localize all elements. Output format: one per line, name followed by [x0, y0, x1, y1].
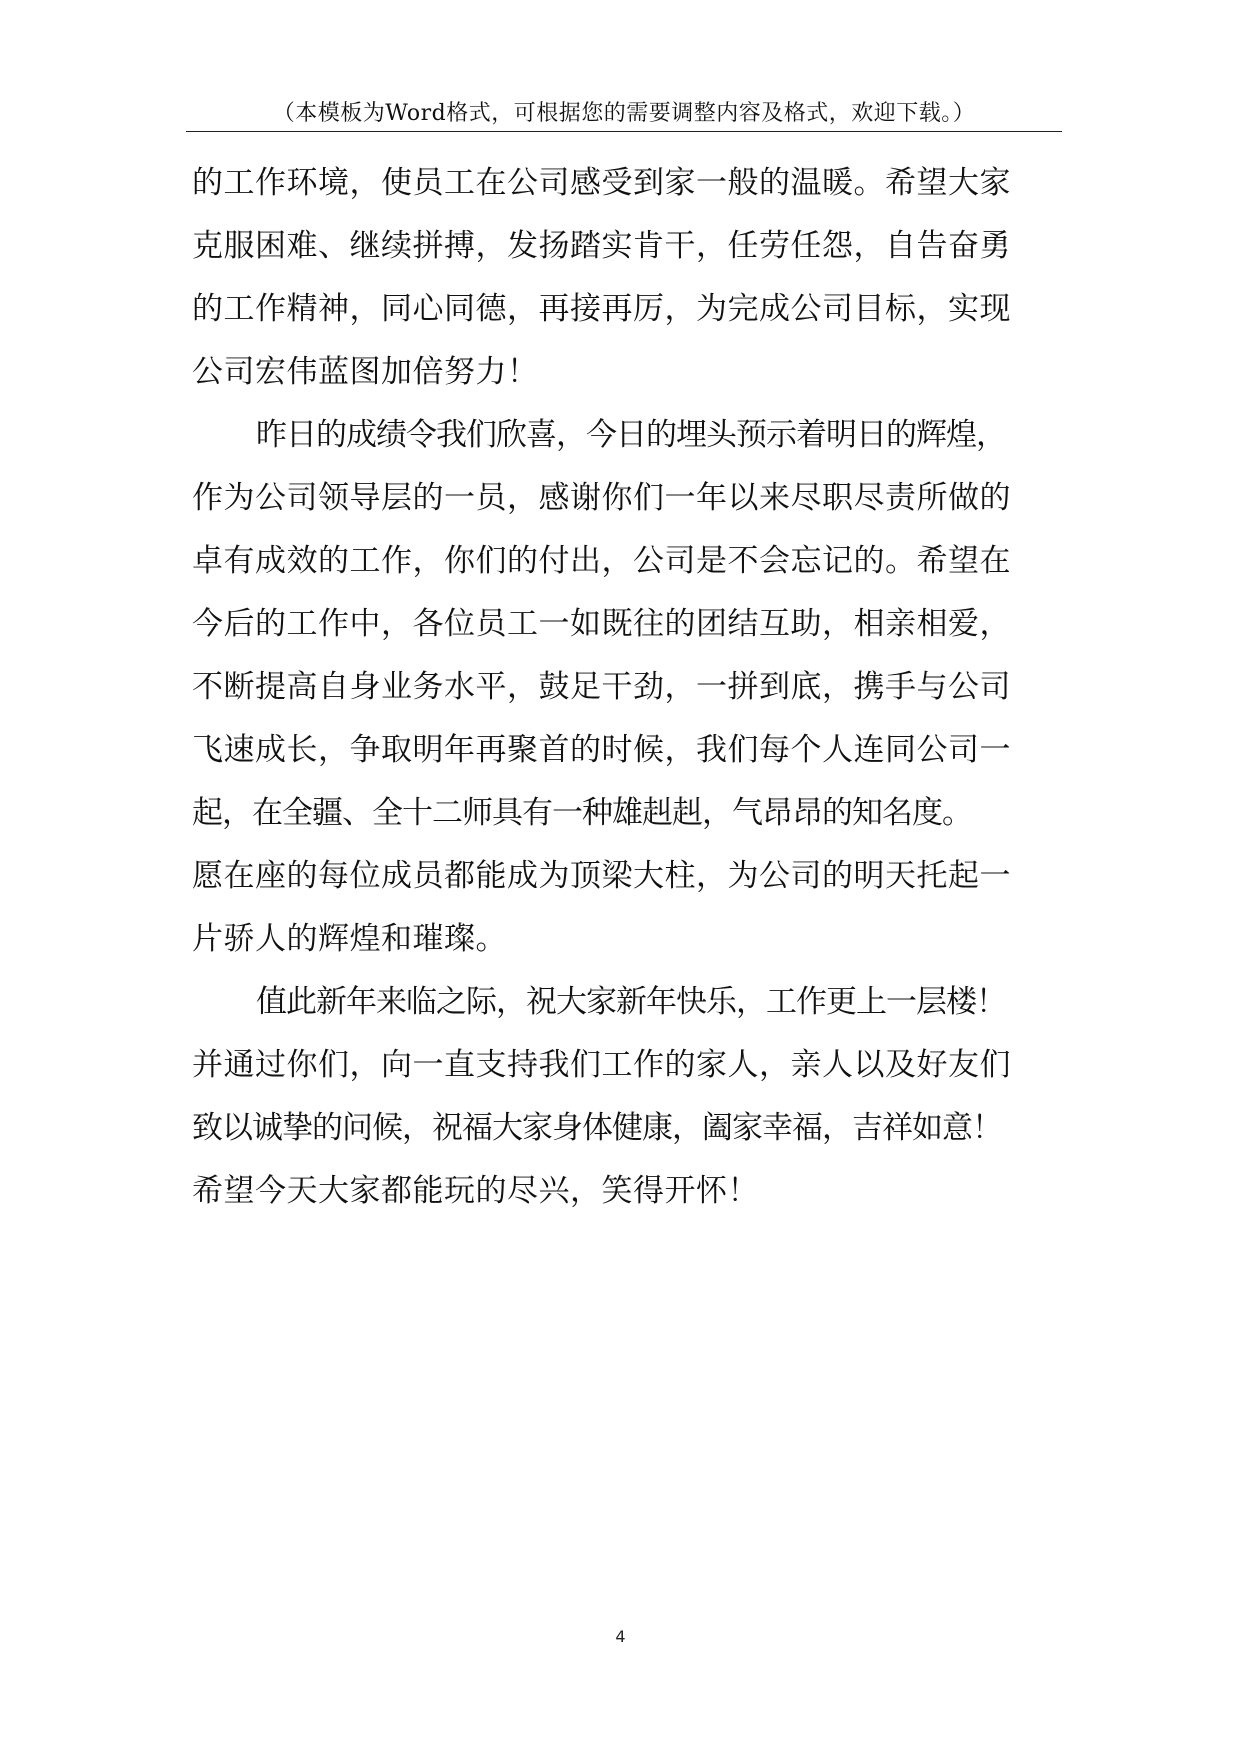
body-line: 愿在座的每位成员都能成为顶梁大柱，为公司的明天托起一: [192, 858, 1011, 894]
body-line: 不断提高自身业务水平，鼓足干劲，一拼到底，携手与公司: [192, 669, 1011, 705]
page-number: 4: [615, 1627, 626, 1646]
template-note-header: （本模板为Word格式，可根据您的需要调整内容及格式，欢迎下载。）: [272, 101, 976, 126]
body-line: 起，在全疆、全十二师具有一种雄赳赳，气昂昂的知名度。: [192, 795, 972, 831]
paragraph-start-line: 昨日的成绩令我们欣喜，今日的埋头预示着明日的辉煌，: [256, 417, 1006, 453]
body-line: 并通过你们，向一直支持我们工作的家人，亲人以及好友们: [192, 1047, 1011, 1083]
body-line: 致以诚挚的问候，祝福大家身体健康，阖家幸福，吉祥如意！: [192, 1110, 1002, 1146]
body-line: 卓有成效的工作，你们的付出，公司是不会忘记的。希望在: [192, 543, 1011, 579]
body-line: 希望今天大家都能玩的尽兴，笑得开怀！: [192, 1173, 759, 1209]
body-line: 克服困难、继续拼搏，发扬踏实肯干，任劳任怨，自告奋勇: [192, 228, 1011, 264]
header-divider: [186, 131, 1062, 132]
body-line: 公司宏伟蓝图加倍努力！: [192, 354, 539, 390]
body-line: 今后的工作中，各位员工一如既往的团结互助，相亲相爱，: [192, 606, 1011, 642]
body-line: 作为公司领导层的一员，感谢你们一年以来尽职尽责所做的: [192, 480, 1011, 516]
document-body: [192, 152, 1056, 1223]
body-line: 的工作精神，同心同德，再接再厉，为完成公司目标，实现: [192, 291, 1011, 327]
paragraph-start-line: 值此新年来临之际，祝大家新年快乐，工作更上一层楼！: [256, 984, 1006, 1020]
body-line: 的工作环境，使员工在公司感受到家一般的温暖。希望大家: [192, 165, 1011, 201]
body-line: 飞速成长，争取明年再聚首的时候，我们每个人连同公司一: [192, 732, 1011, 768]
body-line: 片骄人的辉煌和璀璨。: [192, 921, 507, 957]
